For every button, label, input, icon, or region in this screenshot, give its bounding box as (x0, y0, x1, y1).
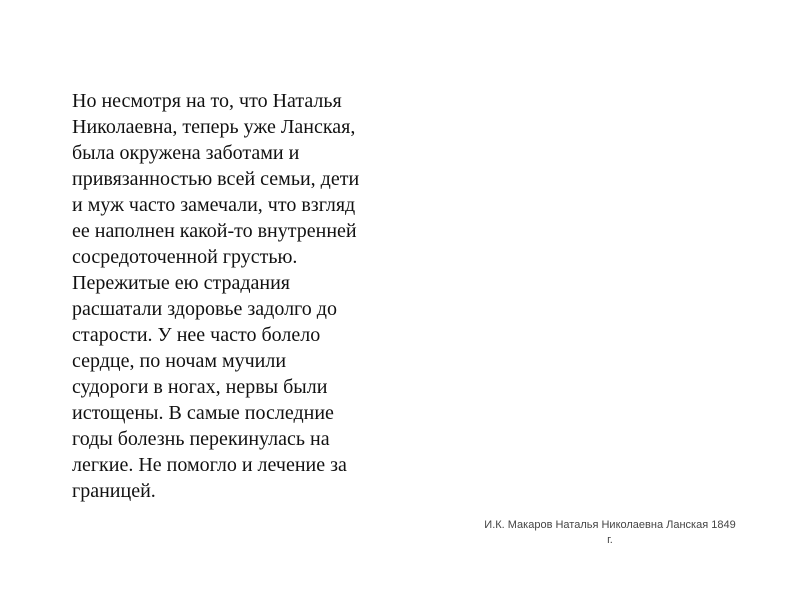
text-line: ее наполнен какой-то внутренней (72, 220, 357, 242)
text-line: годы болезнь перекинулась на (72, 428, 330, 450)
text-line: Николаевна, теперь уже Ланская, (72, 116, 356, 138)
text-line: легкие. Не помогло и лечение за (72, 454, 347, 476)
text-line: сердце, по ночам мучили (72, 350, 287, 372)
text-line: расшатали здоровье задолго до (72, 298, 337, 320)
text-line: истощены. В самые последние (72, 402, 334, 424)
text-line: судороги в ногах, нервы были (72, 376, 328, 398)
caption-line: г. (607, 534, 613, 546)
image-caption (445, 518, 775, 548)
text-line: Но несмотря на то, что Наталья (72, 90, 342, 112)
caption-line: И.К. Макаров Наталья Николаевна Ланская 1849 (484, 519, 736, 531)
text-line: была окружена заботами и (72, 142, 300, 164)
text-line: и муж часто замечали, что взгляд (72, 194, 356, 216)
text-line: старости. У нее часто болело (72, 324, 321, 346)
text-line: Пережитые ею страдания (72, 272, 290, 294)
text-line: границей. (72, 480, 156, 502)
body-text (72, 88, 402, 504)
text-line: привязанностью всей семьи, дети (72, 168, 360, 190)
text-line: сосредоточенной грустью. (72, 246, 298, 268)
